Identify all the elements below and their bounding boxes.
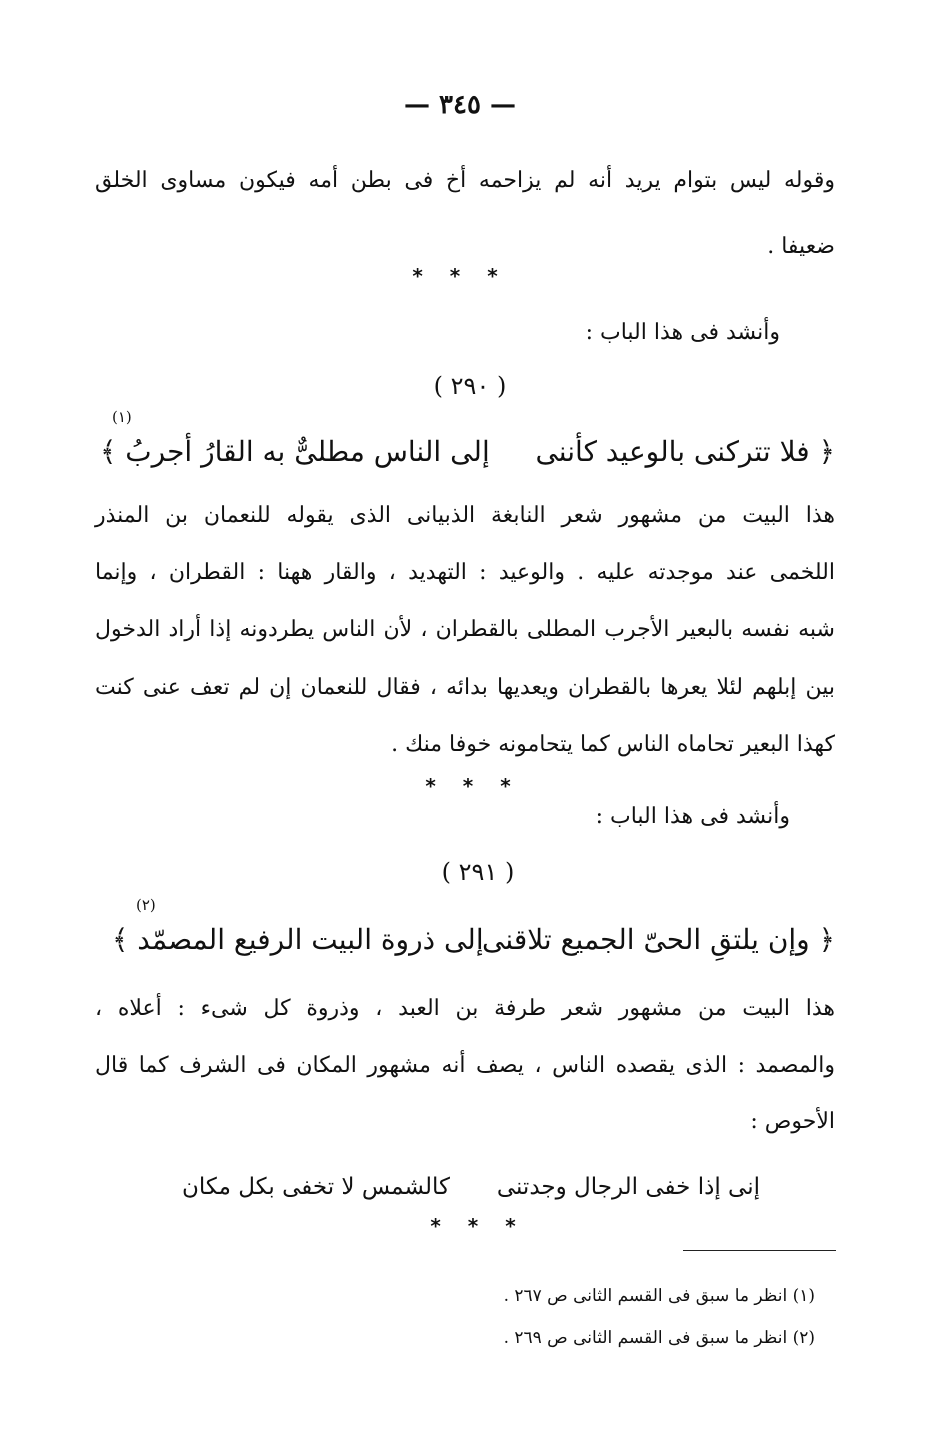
quoted-verse-second: كالشمس لا تخفى بكل مكان [182,1174,450,1200]
verse-hemistich-second: إلى ذروة البيت الرفيع المصمّد ﴾ [112,923,484,956]
intro-line: وأنشد فى هذا الباب : [585,320,780,345]
footnote: (١) انظر ما سبق فى القسم الثانى ص ٢٦٧ . [503,1286,815,1306]
verse-number: ( ٢٩٠ ) [433,372,507,400]
footnote-divider [683,1250,836,1251]
verse-number: ( ٢٩١ ) [441,858,515,886]
section-separator: * * * [430,1214,526,1238]
paragraph-line: شبه نفسه بالبعير الأجرب المطلى بالقطران ، لأن الناس يطردونه إذا أراد الدخول [95,617,835,642]
footnote: (٢) انظر ما سبق فى القسم الثانى ص ٢٦٩ . [503,1328,815,1348]
paragraph-line: ضعيفا . [767,234,835,259]
section-separator: * * * [425,774,521,798]
paragraph-line: اللخمى عند موجدته عليه . والوعيد : التهديد ، والقار ههنا : القطران ، وإنما [95,560,835,585]
footnote-marker: (١) [112,408,132,426]
quoted-verse-first: إنى إذا خفى الرجال وجدتنى [496,1174,760,1200]
verse-hemistich-second: إلى الناس مطلىٌّ به القارُ أجربُ ﴾ [100,435,490,468]
paragraph-line: الأحوص : [750,1109,835,1134]
paragraph-line: بين إبلهم لئلا يعرها بالقطران ويعديها بدائه ، فقال للنعمان إن لم تعف عنى كنت [95,675,835,700]
intro-line: وأنشد فى هذا الباب : [595,804,790,829]
verse-hemistich-first: ﴿ وإن يلتقِ الحىّ الجميع تلاقنى [482,923,835,956]
paragraph-line: والمصمد : الذى يقصده الناس ، يصف أنه مشهور المكان فى الشرف كما قال [95,1053,835,1078]
paragraph-line: هذا البيت من مشهور شعر النابغة الذبيانى الذى يقوله للنعمان بن المنذر [95,503,835,528]
verse-hemistich-first: ﴿ فلا تتركنى بالوعيد كأننى [535,435,835,468]
paragraph-line: هذا البيت من مشهور شعر طرفة بن العبد ، وذروة كل شىء : أعلاه ، [95,996,835,1021]
page-number-header: — ٣٤٥ — [403,90,517,120]
paragraph-line: كهذا البعير تحاماه الناس كما يتحامونه خوفا منك . [391,732,835,757]
paragraph-line: وقوله ليس بتوام يريد أنه لم يزاحمه أخ فى بطن أمه فيكون مساوى الخلق [95,168,835,193]
section-separator: * * * [412,264,508,288]
footnote-marker: (٢) [136,896,156,914]
